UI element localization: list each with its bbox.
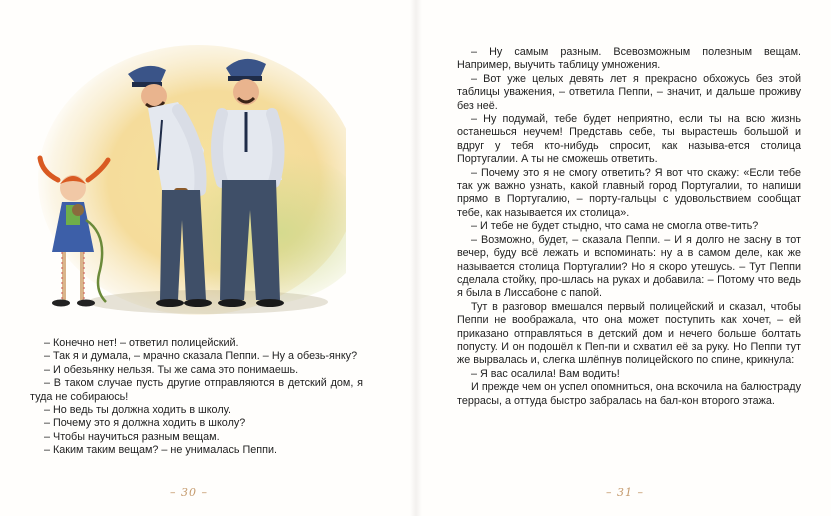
right-page-text: [457, 46, 801, 408]
page-number-left: – 30 –: [170, 486, 208, 499]
paragraph: – В таком случае пусть другие отправляются в детский дом, я туда не собираюсь!: [30, 377, 363, 403]
paragraph: Тут в разговор вмешался первый полицейский и сказал, чтобы Пеппи не воображала, что она может поступить как хочет, – ей приказано отправляться в детский дом и нечего больше болтать попусту. И он подошёл к Пеп-пи и схватил её за руку. Но Пеппи тут же вырвалась и, слегка шлёпнув полицейского по спине, крикнула:: [457, 300, 801, 367]
paragraph: – Чтобы научиться разным вещам.: [44, 430, 220, 443]
left-page: [0, 0, 415, 516]
paragraph: – Но ведь ты должна ходить в школу.: [44, 404, 231, 417]
paragraph: – Ну подумай, тебе будет неприятно, если ты на всю жизнь останешься неучем! Представь себе, ты вырастешь большой и вдруг у тебя кто-нибудь спросит, как называ-ется столица Португалии. А ты не сможешь ответить.: [457, 113, 801, 166]
paragraph: – И тебе не будет стыдно, что сама не смогла отве-тить?: [471, 220, 759, 233]
illustration-picture: [28, 40, 346, 315]
paragraph: – Почему это я не смогу ответить? Я вот что скажу: «Если тебе так уж важно узнать, какой главный город Португалии, то напиши прямо в Португалию, – порту-гальцы с удовольствием сообщат тебе, как называется их столица».: [457, 166, 801, 219]
paragraph: – Так я и думала, – мрачно сказала Пеппи. – Ну а обезь-янку?: [44, 350, 358, 363]
paragraph: – Вот уже целых девять лет я прекрасно обхожусь без этой таблицы уважения, – ответила Пеппи, – значит, и дальше проживу без неё.: [457, 72, 801, 112]
paragraph: И прежде чем он успел опомниться, она вскочила на балюстраду террасы, а оттуда быстро забралась на бал-кон второго этажа.: [457, 381, 801, 407]
paragraph: – Конечно нет! – ответил полицейский.: [44, 337, 239, 349]
paragraph: – Почему это я должна ходить в школу?: [44, 417, 246, 430]
page-number-right: – 31 –: [606, 486, 644, 499]
paragraph: – Каким таким вещам? – не унималась Пеппи.: [44, 444, 278, 457]
paragraph: – Ну самым разным. Всевозможным полезным вещам. Например, выучить таблицу умножения.: [457, 46, 801, 72]
paragraph: – Я вас осалила! Вам водить!: [471, 367, 620, 380]
paragraph: – Возможно, будет, – сказала Пеппи. – И я долго не засну в тот вечер, буду всё лежать и вспоминать: ну а в самом деле, как же называется столица Португалии? Но я скоро утешусь. – Тут Пеппи сделала стойку, про-шлась на руках и добавила: – Потому что ведь я была в Лиссабоне с папой.: [457, 233, 801, 300]
paragraph: – И обезьянку нельзя. Ты же сама это понимаешь.: [44, 363, 299, 376]
left-page-text: [30, 337, 363, 458]
